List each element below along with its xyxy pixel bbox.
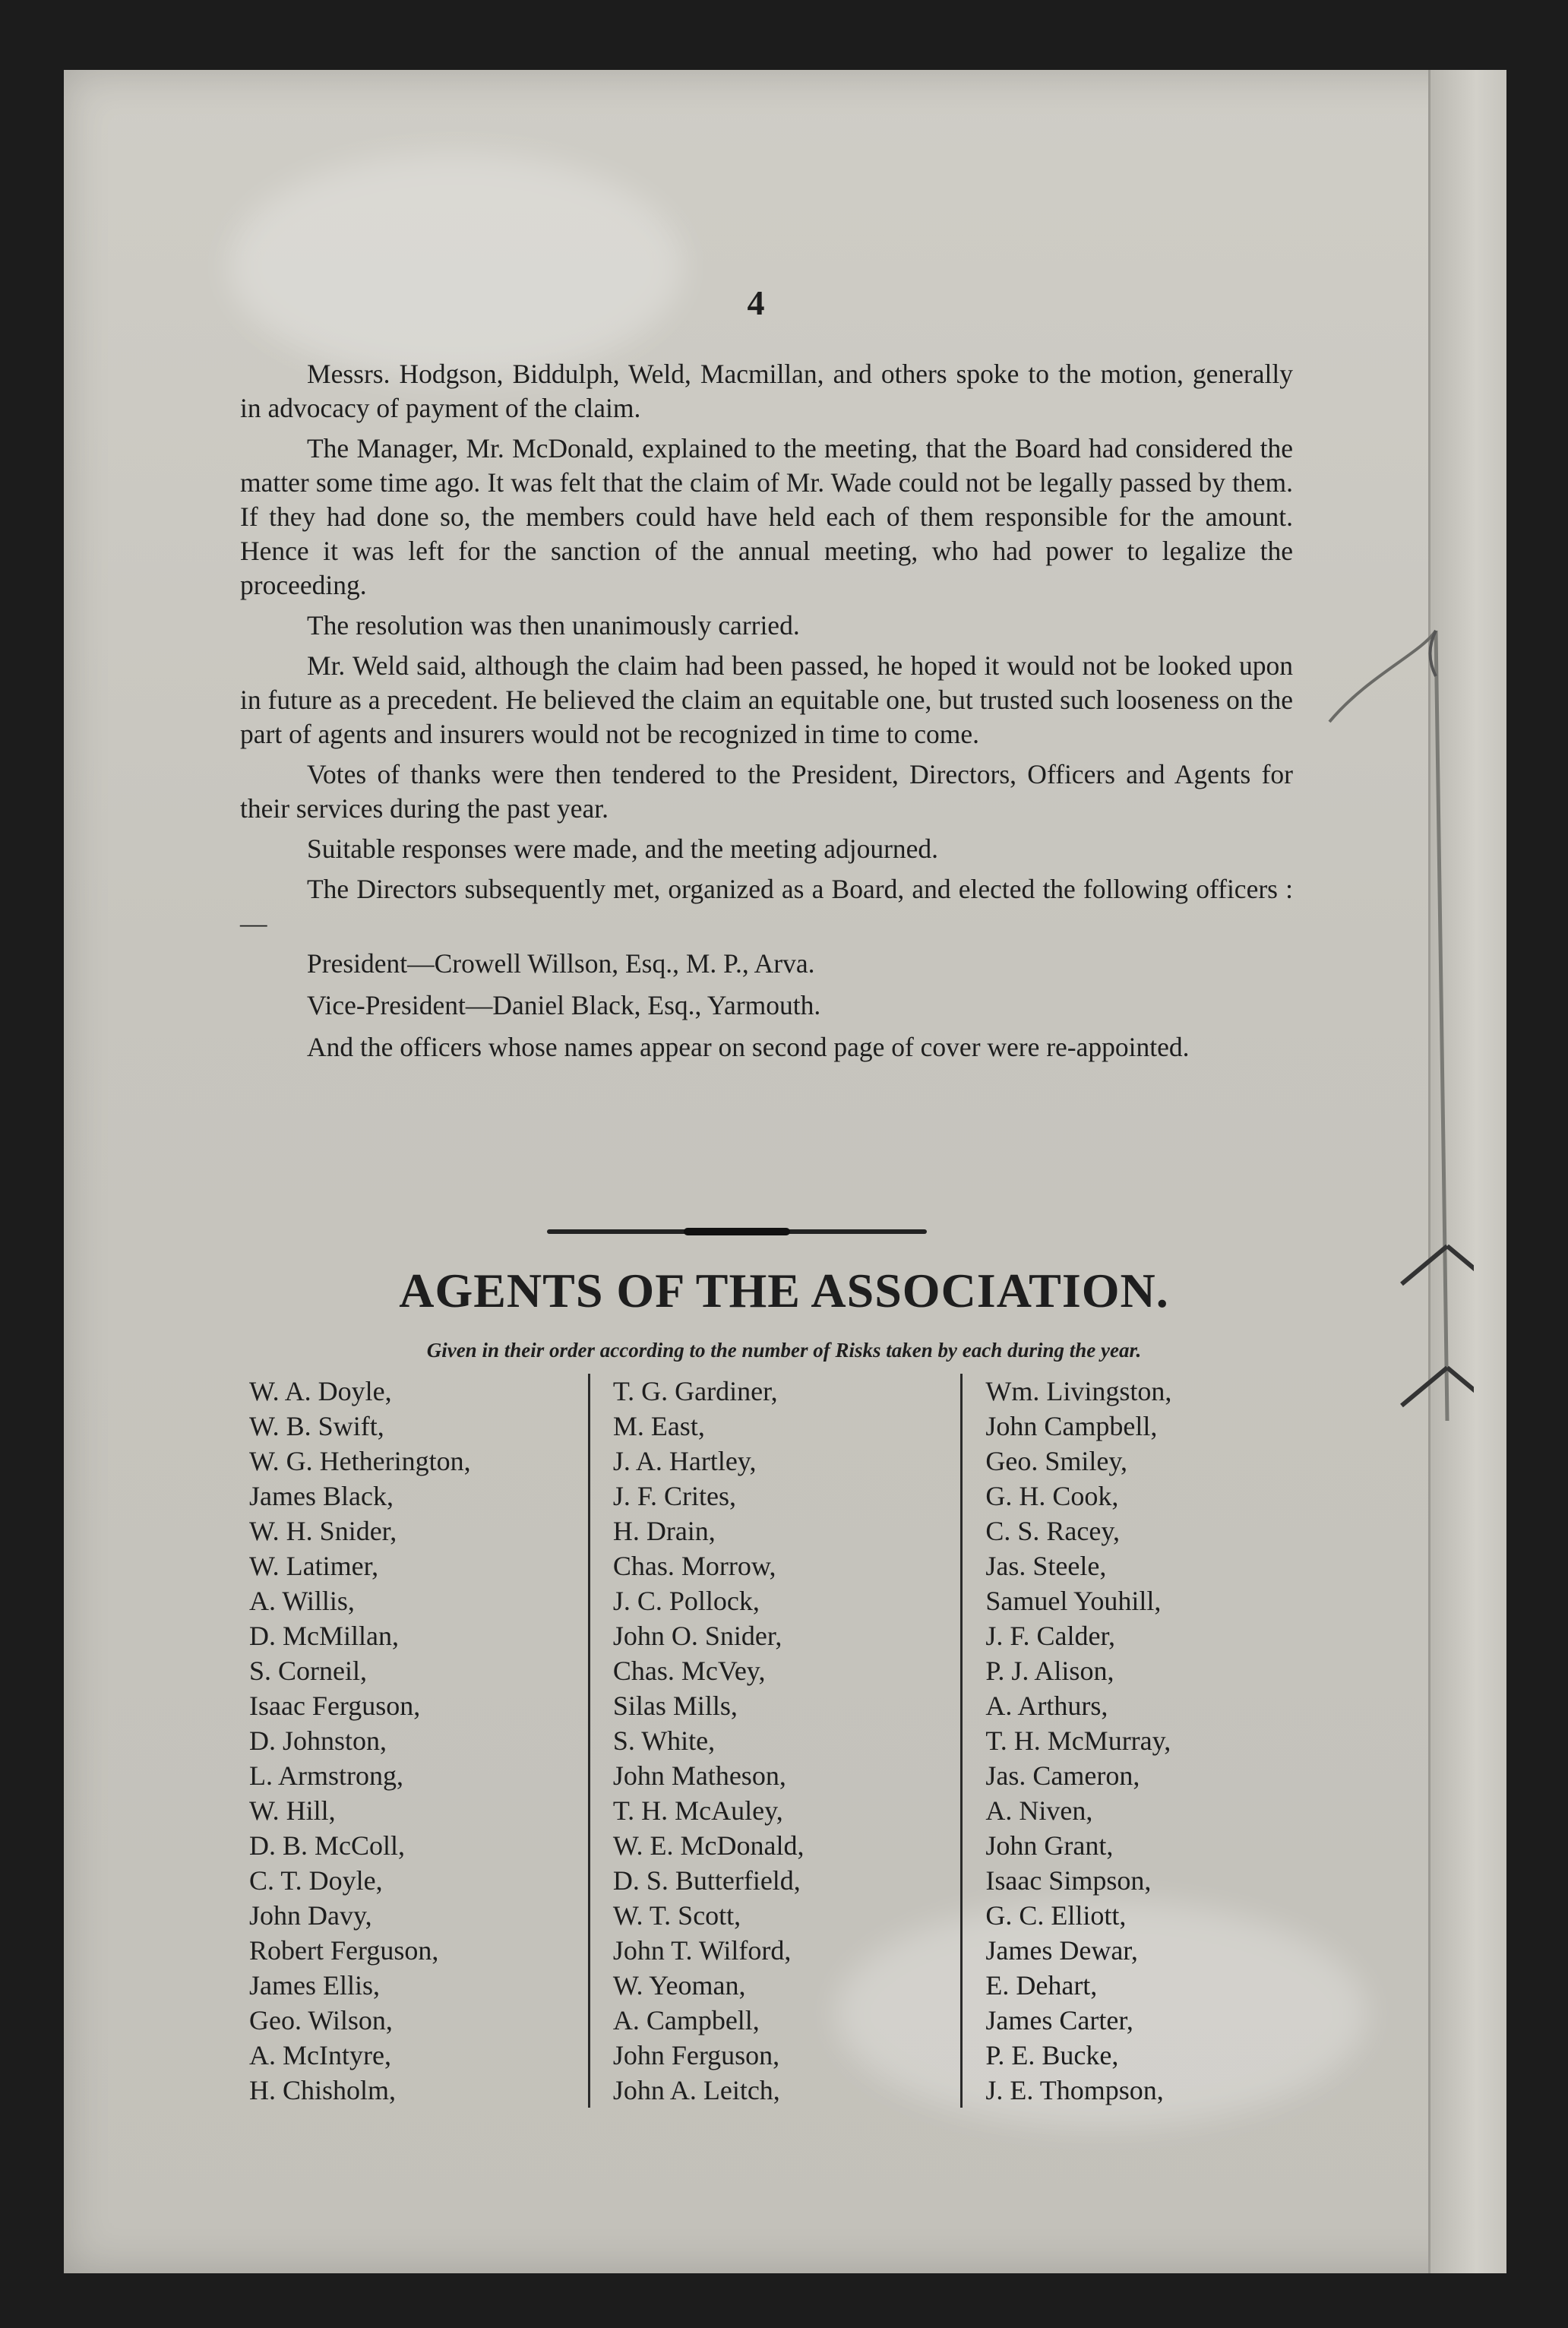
- agent-name: A. Niven,: [985, 1795, 1093, 1826]
- agent-name: T. G. Gardiner,: [612, 1376, 778, 1406]
- agent-name: Chas. McVey,: [612, 1656, 766, 1686]
- agent-name: W. H. Snider,: [249, 1516, 397, 1546]
- agent-name: J. F. Calder,: [985, 1621, 1116, 1651]
- agent-name: D. S. Butterfield,: [612, 1865, 801, 1896]
- agent-name: James Black,: [249, 1481, 394, 1511]
- agent-name: James Ellis,: [249, 1970, 380, 2001]
- agent-name: W. A. Doyle,: [249, 1376, 392, 1406]
- agent-name: John Matheson,: [612, 1760, 786, 1791]
- agent-name: Jas. Steele,: [985, 1551, 1107, 1581]
- agent-name: S. Corneil,: [249, 1656, 368, 1686]
- agent-name: Geo. Wilson,: [249, 2005, 393, 2035]
- agent-name: L. Armstrong,: [249, 1760, 403, 1791]
- paragraph: The resolution was then unanimously carried.: [307, 610, 800, 641]
- agent-name: W. B. Swift,: [249, 1411, 384, 1441]
- agent-name: A. Arthurs,: [985, 1691, 1108, 1721]
- agent-name: Silas Mills,: [612, 1691, 738, 1721]
- body-text: [240, 357, 1293, 1071]
- agent-name: John Ferguson,: [612, 2040, 780, 2070]
- officer-president: President—Crowell Willson, Esq., M. P., Arva.: [307, 948, 815, 979]
- page-number: 4: [747, 283, 765, 322]
- agents-list: [249, 1374, 1298, 2108]
- paragraph: Votes of thanks were then tendered to the President, Directors, Officers and Agents for their services during the past year.: [240, 759, 1293, 824]
- agent-name: A. McIntyre,: [249, 2040, 391, 2070]
- section-divider: [501, 1228, 972, 1235]
- agent-name: W. E. McDonald,: [612, 1830, 805, 1861]
- agent-name: W. Hill,: [249, 1795, 336, 1826]
- agent-name: J. F. Crites,: [612, 1481, 736, 1511]
- agent-name: H. Drain,: [612, 1516, 716, 1546]
- agent-name: D. B. McColl,: [249, 1830, 406, 1861]
- paragraph: Suitable responses were made, and the meeting adjourned.: [307, 833, 939, 864]
- paragraph: The Directors subsequently met, organized as a Board, and elected the following officers :—: [240, 874, 1293, 938]
- agent-name: J. A. Hartley,: [612, 1446, 757, 1476]
- paragraph: Mr. Weld said, although the claim had been passed, he hoped it would not be looked upon in future as a precedent. He believed the claim an equitable one, but trusted such looseness on the part of agents and insurers would not be recognized in time to come.: [240, 650, 1293, 749]
- paragraph: Messrs. Hodgson, Biddulph, Weld, Macmillan, and others spoke to the motion, generally in advocacy of payment of the claim.: [240, 359, 1293, 423]
- divider-center: [684, 1228, 790, 1235]
- agent-name: G. C. Elliott,: [985, 1900, 1127, 1931]
- agent-name: J. E. Thompson,: [985, 2075, 1164, 2105]
- agent-name: C. T. Doyle,: [249, 1865, 383, 1896]
- agents-column-2: [588, 1374, 961, 2108]
- agents-column-3: [960, 1374, 1298, 2108]
- agent-name: W. Yeoman,: [612, 1970, 746, 2001]
- agent-name: P. E. Bucke,: [985, 2040, 1119, 2070]
- agent-name: Robert Ferguson,: [249, 1935, 439, 1966]
- agent-name: Chas. Morrow,: [612, 1551, 776, 1581]
- agent-name: W. G. Hetherington,: [249, 1446, 471, 1476]
- agent-name: P. J. Alison,: [985, 1656, 1114, 1686]
- agent-name: D. Johnston,: [249, 1725, 387, 1756]
- agent-name: John Davy,: [249, 1900, 372, 1931]
- agents-column-1: [249, 1374, 588, 2108]
- agent-name: W. Latimer,: [249, 1551, 379, 1581]
- agent-name: Isaac Simpson,: [985, 1865, 1152, 1896]
- agents-subheading: Given in their order according to the number of Risks taken by each during the year.: [426, 1339, 1142, 1362]
- agent-name: Geo. Smiley,: [985, 1446, 1128, 1476]
- paragraph: The Manager, Mr. McDonald, explained to the meeting, that the Board had considered the matter some time ago. It was felt that the claim of Mr. Wade could not be legally passed by them. If they had done so, the members could have held each of them responsible for the amount. Hence it was left for the sanction of the annual meeting, who had power to legalize the proceeding.: [240, 433, 1293, 600]
- paper-smudge: [228, 152, 684, 380]
- agent-name: S. White,: [612, 1725, 716, 1756]
- agent-name: James Carter,: [985, 2005, 1133, 2035]
- agent-name: J. C. Pollock,: [612, 1586, 760, 1616]
- binding-thread-icon: [1322, 623, 1474, 1504]
- agent-name: A. Campbell,: [612, 2005, 760, 2035]
- agent-name: M. East,: [612, 1411, 705, 1441]
- agent-name: John T. Wilford,: [612, 1935, 792, 1966]
- agent-name: Jas. Cameron,: [985, 1760, 1140, 1791]
- agent-name: Wm. Livingston,: [985, 1376, 1172, 1406]
- agent-name: E. Dehart,: [985, 1970, 1098, 2001]
- agent-name: John Campbell,: [985, 1411, 1158, 1441]
- agent-name: John O. Snider,: [612, 1621, 782, 1651]
- agent-name: C. S. Racey,: [985, 1516, 1121, 1546]
- agents-heading: AGENTS OF THE ASSOCIATION.: [399, 1264, 1169, 1317]
- agent-name: James Dewar,: [985, 1935, 1138, 1966]
- agent-name: Isaac Ferguson,: [249, 1691, 421, 1721]
- agent-name: T. H. McMurray,: [985, 1725, 1171, 1756]
- agent-name: John A. Leitch,: [612, 2075, 780, 2105]
- agent-name: John Grant,: [985, 1830, 1114, 1861]
- paragraph-closing: And the officers whose names appear on second page of cover were re-appointed.: [307, 1032, 1190, 1062]
- agent-name: A. Willis,: [249, 1586, 355, 1616]
- agent-name: W. T. Scott,: [612, 1900, 741, 1931]
- agent-name: D. McMillan,: [249, 1621, 399, 1651]
- agent-name: T. H. McAuley,: [612, 1795, 783, 1826]
- agent-name: G. H. Cook,: [985, 1481, 1119, 1511]
- agent-name: Samuel Youhill,: [985, 1586, 1162, 1616]
- agent-name: H. Chisholm,: [249, 2075, 397, 2105]
- officer-vice-president: Vice-President—Daniel Black, Esq., Yarmouth.: [307, 990, 821, 1020]
